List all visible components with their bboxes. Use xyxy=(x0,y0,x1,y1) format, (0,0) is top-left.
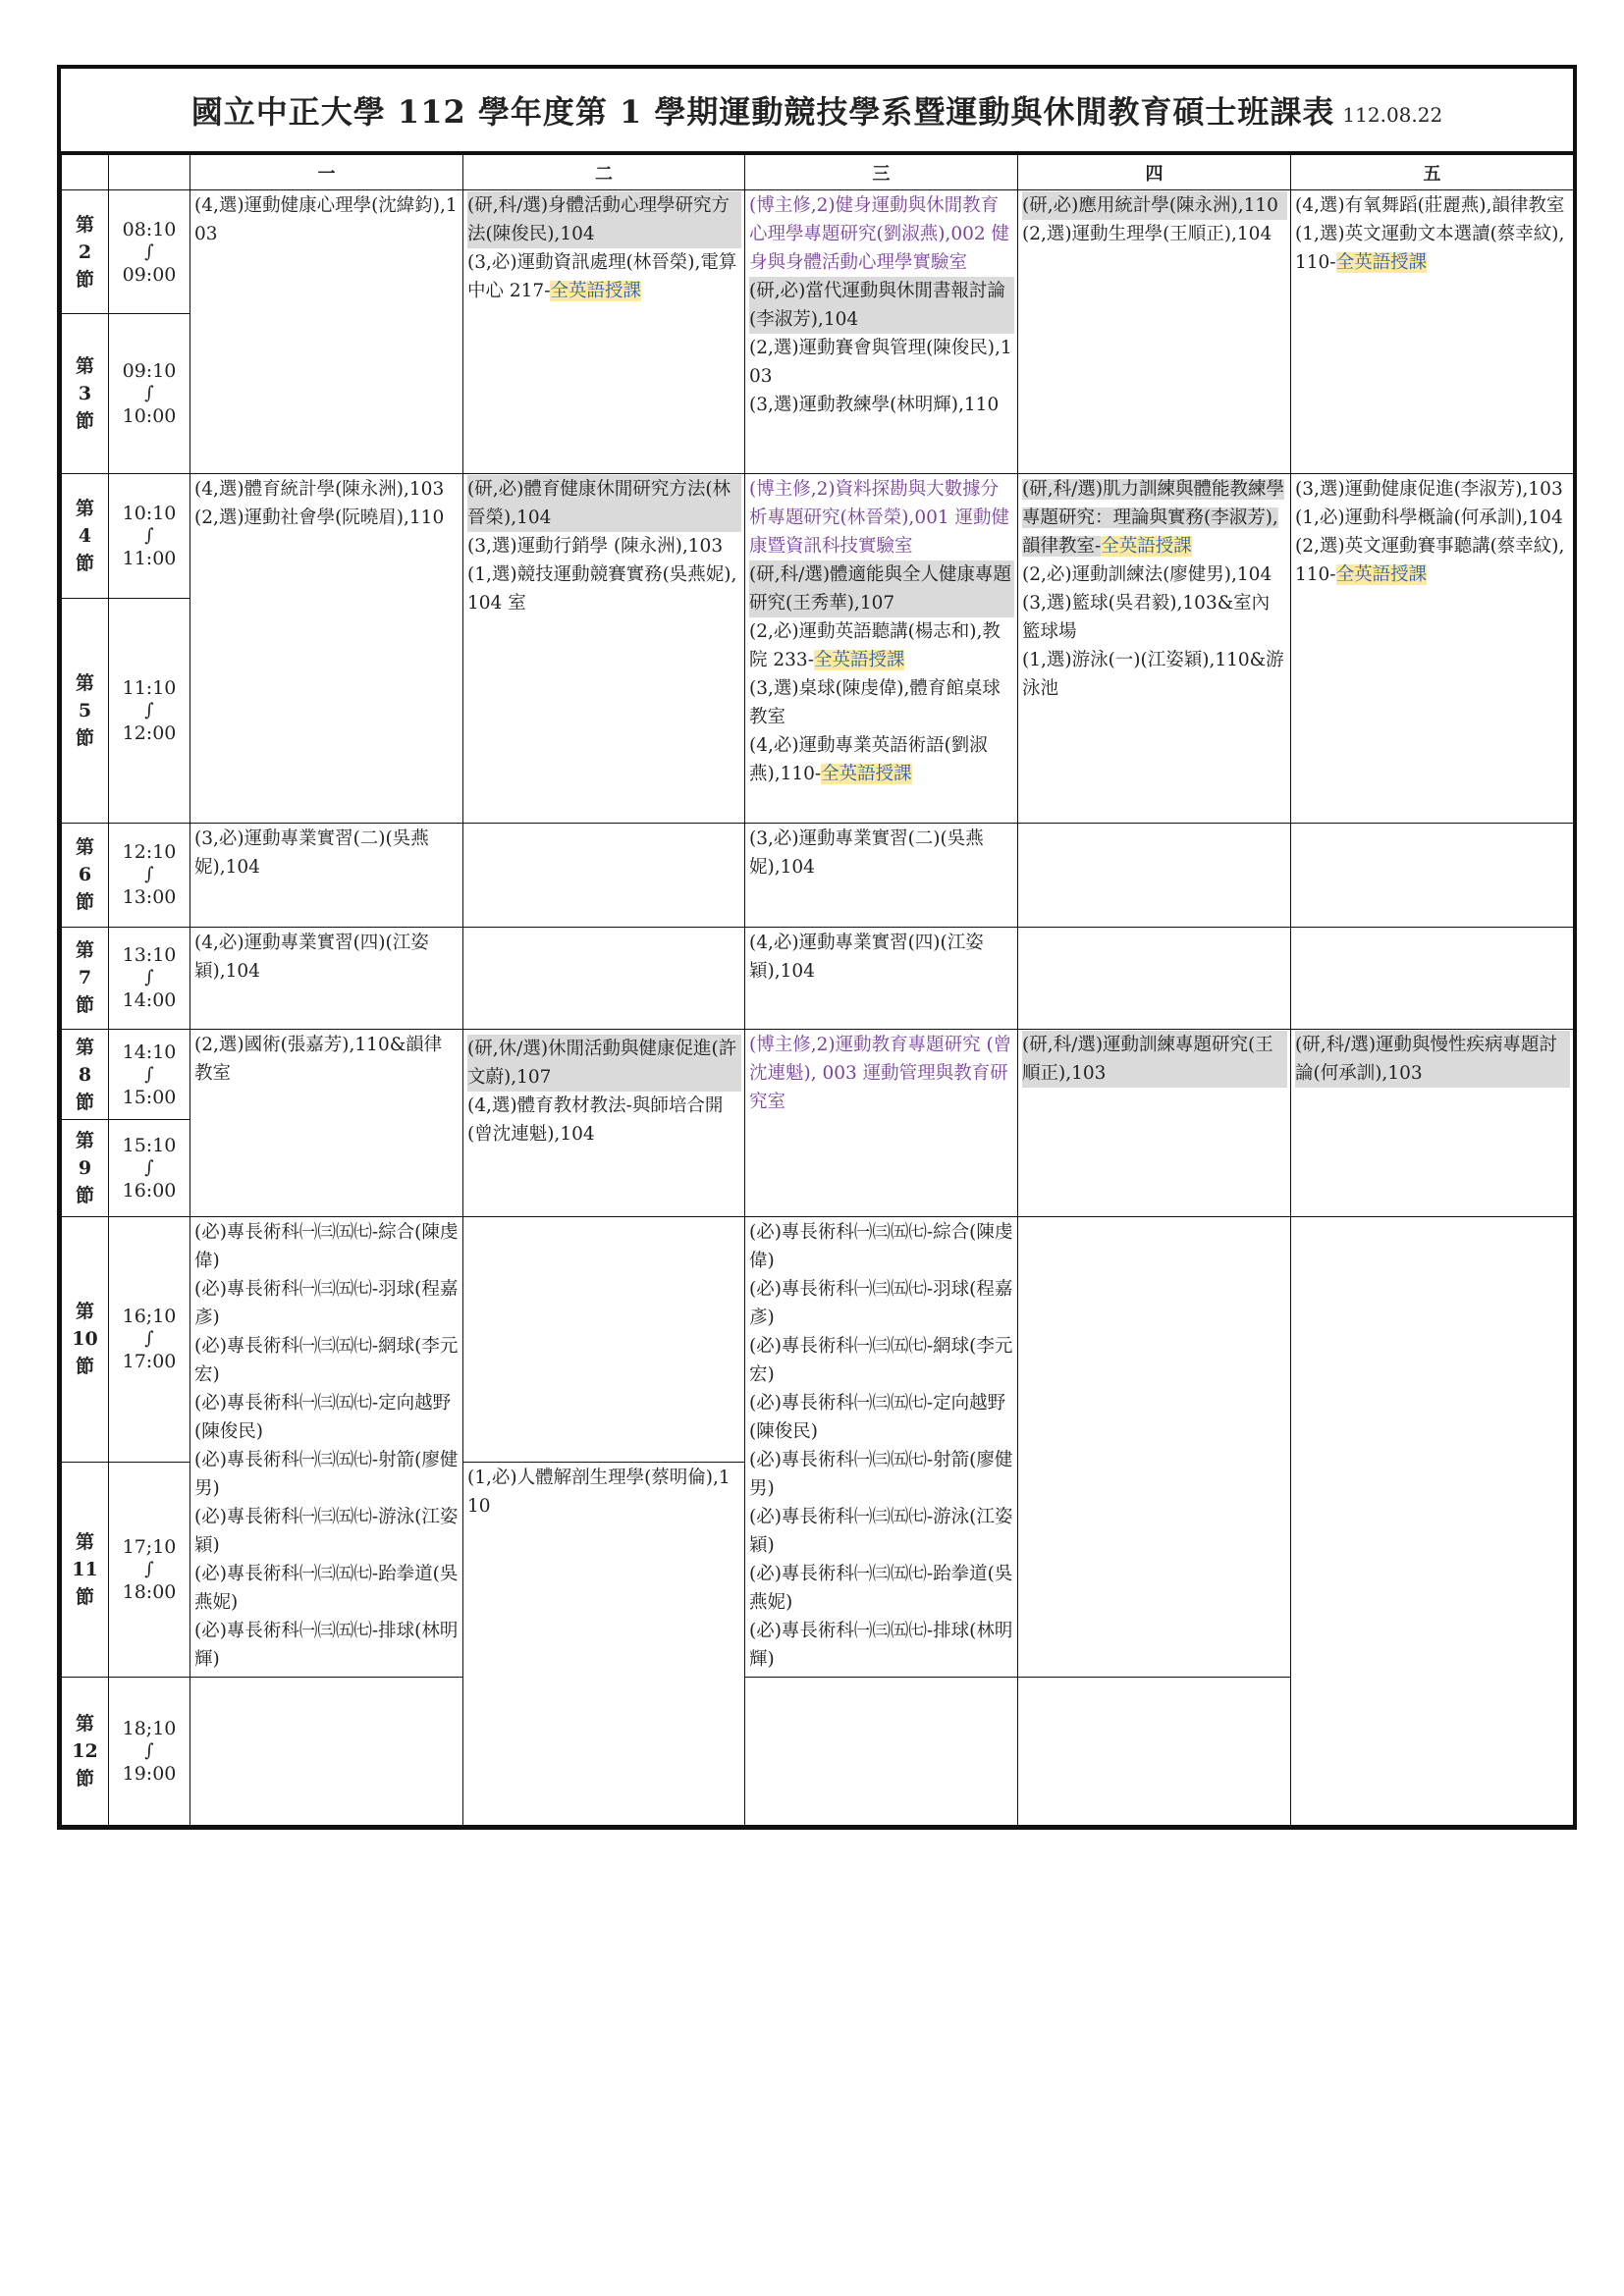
period-label: 第 11 節 xyxy=(62,1463,109,1678)
period-label: 第 2 節 xyxy=(62,190,109,314)
course-cell-thu xyxy=(1018,927,1291,1030)
course-entry: (必)專長術科㈠㈢㈤㈦-射箭(廖健男) xyxy=(194,1449,459,1499)
period-time: 09:10 ∫ 10:00 xyxy=(109,314,190,474)
day-header-fri: 五 xyxy=(1291,155,1574,190)
course-entry: (2,選)運動生理學(王順正),104 xyxy=(1022,224,1272,245)
timetable-sheet xyxy=(57,65,1577,1830)
course-entry: (必)專長術科㈠㈢㈤㈦-綜合(陳虔偉) xyxy=(194,1221,459,1271)
period-row xyxy=(62,190,1574,314)
period-time: 14:10 ∫ 15:00 xyxy=(109,1030,190,1120)
course-entry: (必)專長術科㈠㈢㈤㈦-排球(林明輝) xyxy=(194,1620,459,1670)
period-label: 第 7 節 xyxy=(62,927,109,1030)
course-entry: (必)專長術科㈠㈢㈤㈦-排球(林明輝) xyxy=(749,1620,1013,1670)
course-entry: (4,選)運動健康心理學(沈緯鈞),103 xyxy=(194,195,458,245)
course-entry: (2,選)國術(張嘉芳),110&韻律教室 xyxy=(194,1035,443,1085)
course-cell-mon xyxy=(190,823,463,927)
course-cell-thu xyxy=(1018,190,1291,474)
course-entry: (必)專長術科㈠㈢㈤㈦-網球(李元宏) xyxy=(749,1335,1013,1385)
course-cell-mon xyxy=(190,190,463,474)
course-entry: (必)專長術科㈠㈢㈤㈦-跆拳道(吳燕妮) xyxy=(194,1563,459,1613)
period-row xyxy=(62,1216,1574,1463)
period-label: 第 3 節 xyxy=(62,314,109,474)
course-cell-wed xyxy=(745,190,1018,474)
period-label: 第 10 節 xyxy=(62,1216,109,1463)
course-cell-wed xyxy=(745,1216,1018,1677)
english-tag: 全英語授課 xyxy=(1101,536,1192,558)
course-entry: (3,必)運動專業實習(二)(吳燕妮),104 xyxy=(749,828,984,878)
course-entry: (研,必)當代運動與休閒書報討論(李淑芳),104 xyxy=(749,277,1014,334)
course-cell-fri xyxy=(1291,1030,1574,1216)
course-entry: (3,必)運動專業實習(二)(吳燕妮),104 xyxy=(194,828,429,878)
course-entry: (研,休/選)休閒活動與健康促進(許文蔚),107 xyxy=(467,1035,741,1092)
period-row xyxy=(62,927,1574,1030)
course-entry: (必)專長術科㈠㈢㈤㈦-跆拳道(吳燕妮) xyxy=(749,1563,1013,1613)
course-cell-fri xyxy=(1291,1216,1574,1825)
course-entry: (研,科/選)體適能與全人健康專題研究(王秀華),107 xyxy=(749,561,1014,617)
english-tag: 全英語授課 xyxy=(821,764,912,785)
corner-cell xyxy=(109,155,190,190)
course-cell-mon xyxy=(190,1677,463,1825)
course-cell-tue xyxy=(463,1030,745,1216)
course-cell-fri xyxy=(1291,474,1574,824)
course-entry: (2,必)運動英語聽講(楊志和),教院 233-全英語授課 xyxy=(749,621,1001,671)
course-entry: (博主修,2)資料探勘與大數據分析專題研究(林晉榮),001 運動健康暨資訊科技實驗室 xyxy=(749,479,1010,558)
course-cell-mon xyxy=(190,474,463,824)
course-cell-wed xyxy=(745,474,1018,824)
course-entry: (4,選)體育統計學(陳永洲),103 xyxy=(194,479,445,501)
page-title xyxy=(61,69,1573,154)
course-cell-fri xyxy=(1291,190,1574,474)
period-time: 17;10 ∫ 18:00 xyxy=(109,1463,190,1678)
course-cell-thu xyxy=(1018,1030,1291,1216)
course-entry: (研,科/選)肌力訓練與體能教練學專題研究：理論與實務(李淑芳),韻律教室-全英語授課 xyxy=(1022,479,1285,558)
course-entry: (研,必)體育健康休閒研究方法(林晉榮),104 xyxy=(467,475,741,532)
course-entry: (必)專長術科㈠㈢㈤㈦-綜合(陳虔偉) xyxy=(749,1221,1013,1271)
course-cell-tue xyxy=(463,823,745,927)
period-time: 11:10 ∫ 12:00 xyxy=(109,599,190,824)
course-entry: (4,必)運動專業英語術語(劉淑燕),110-全英語授課 xyxy=(749,735,988,785)
course-entry: (必)專長術科㈠㈢㈤㈦-網球(李元宏) xyxy=(194,1335,459,1385)
day-header-mon: 一 xyxy=(190,155,463,190)
english-tag: 全英語授課 xyxy=(1335,252,1428,274)
course-cell-tue xyxy=(463,1216,745,1463)
course-entry: (3,選)籃球(吳君毅),103&室內籃球場 xyxy=(1022,593,1271,643)
course-entry: (研,科/選)身體活動心理學研究方法(陳俊民),104 xyxy=(467,191,741,248)
day-header-wed: 三 xyxy=(745,155,1018,190)
day-header-tue: 二 xyxy=(463,155,745,190)
course-entry: (研,科/選)運動訓練專題研究(王順正),103 xyxy=(1022,1031,1287,1088)
course-entry: (研,必)應用統計學(陳永洲),110 xyxy=(1022,191,1287,220)
course-cell-wed xyxy=(745,823,1018,927)
course-entry: (4,選)有氧舞蹈(莊麗燕),韻律教室 xyxy=(1295,195,1565,217)
english-tag: 全英語授課 xyxy=(1335,564,1428,586)
schedule-table xyxy=(61,154,1574,1826)
course-cell-wed xyxy=(745,927,1018,1030)
course-cell-mon xyxy=(190,1030,463,1216)
period-row xyxy=(62,1030,1574,1120)
period-label: 第 6 節 xyxy=(62,823,109,927)
course-entry: (2,選)運動賽會與管理(陳俊民),103 xyxy=(749,338,1012,388)
period-label: 第 9 節 xyxy=(62,1119,109,1216)
course-entry: (博主修,2)運動教育專題研究 (曾沈連魁), 003 運動管理與教育研究室 xyxy=(749,1035,1012,1113)
period-time: 13:10 ∫ 14:00 xyxy=(109,927,190,1030)
course-cell-thu xyxy=(1018,474,1291,824)
course-entry: (2,必)運動訓練法(廖健男),104 xyxy=(1022,564,1272,586)
course-entry: (博主修,2)健身運動與休閒教育心理學專題研究(劉淑燕),002 健身與身體活動心理學實驗室 xyxy=(749,195,1010,274)
title-text: 國立中正大學 112 學年度第 1 學期運動競技學系暨運動與休閒教育碩士班課表 xyxy=(190,93,1335,131)
course-entry: (1,必)人體解剖生理學(蔡明倫),110 xyxy=(467,1468,731,1518)
header-row xyxy=(62,155,1574,190)
period-label: 第 8 節 xyxy=(62,1030,109,1120)
course-cell-tue xyxy=(463,1463,745,1826)
course-cell-fri xyxy=(1291,927,1574,1030)
course-entry: (1,選)游泳(一)(江姿穎),110&游泳池 xyxy=(1022,650,1284,700)
course-cell-tue xyxy=(463,927,745,1030)
period-time: 15:10 ∫ 16:00 xyxy=(109,1119,190,1216)
period-row xyxy=(62,823,1574,927)
corner-cell xyxy=(62,155,109,190)
course-entry: (2,選)英文運動賽事聽講(蔡幸紋),110-全英語授課 xyxy=(1295,536,1565,586)
course-cell-mon xyxy=(190,927,463,1030)
course-cell-tue xyxy=(463,474,745,824)
period-row xyxy=(62,474,1574,599)
course-cell-thu xyxy=(1018,1677,1291,1825)
english-tag: 全英語授課 xyxy=(550,281,641,302)
period-label: 第 12 節 xyxy=(62,1677,109,1825)
course-entry: (必)專長術科㈠㈢㈤㈦-羽球(程嘉彥) xyxy=(194,1278,459,1328)
course-entry: (4,選)體育教材教法-與師培合開(曾沈連魁),104 xyxy=(467,1095,724,1146)
course-entry: (必)專長術科㈠㈢㈤㈦-游泳(江姿穎) xyxy=(194,1506,459,1556)
day-header-thu: 四 xyxy=(1018,155,1291,190)
period-label: 第 5 節 xyxy=(62,599,109,824)
period-time: 18;10 ∫ 19:00 xyxy=(109,1677,190,1825)
course-cell-thu xyxy=(1018,823,1291,927)
period-time: 16;10 ∫ 17:00 xyxy=(109,1216,190,1463)
course-entry: (必)專長術科㈠㈢㈤㈦-定向越野(陳俊民) xyxy=(749,1392,1006,1442)
course-entry: (4,必)運動專業實習(四)(江姿穎),104 xyxy=(749,932,984,982)
english-tag: 全英語授課 xyxy=(813,650,905,671)
course-cell-fri xyxy=(1291,823,1574,927)
course-entry: (3,選)運動健康促進(李淑芳),103 xyxy=(1295,479,1563,501)
course-entry: (1,必)運動科學概論(何承訓),104 xyxy=(1295,507,1563,529)
course-cell-thu xyxy=(1018,1216,1291,1677)
course-entry: (2,選)運動社會學(阮曉眉),110 xyxy=(194,507,445,529)
course-entry: (3,選)運動教練學(林明輝),110 xyxy=(749,395,1000,416)
course-entry: (3,選)運動行銷學 (陳永洲),103 xyxy=(467,536,724,558)
period-time: 08:10 ∫ 09:00 xyxy=(109,190,190,314)
course-entry: (1,選)競技運動競賽實務(吳燕妮),104 室 xyxy=(467,564,737,614)
period-label: 第 4 節 xyxy=(62,474,109,599)
course-entry: (研,科/選)運動與慢性疾病專題討論(何承訓),103 xyxy=(1295,1031,1570,1088)
course-entry: (必)專長術科㈠㈢㈤㈦-游泳(江姿穎) xyxy=(749,1506,1013,1556)
course-entry: (4,必)運動專業實習(四)(江姿穎),104 xyxy=(194,932,429,982)
course-cell-tue xyxy=(463,190,745,474)
course-entry: (必)專長術科㈠㈢㈤㈦-射箭(廖健男) xyxy=(749,1449,1013,1499)
course-cell-wed xyxy=(745,1030,1018,1216)
course-entry: (1,選)英文運動文本選讀(蔡幸紋),110-全英語授課 xyxy=(1295,224,1565,274)
course-cell-mon xyxy=(190,1216,463,1677)
course-entry: (必)專長術科㈠㈢㈤㈦-定向越野(陳俊民) xyxy=(194,1392,452,1442)
course-cell-wed xyxy=(745,1677,1018,1825)
course-entry: (必)專長術科㈠㈢㈤㈦-羽球(程嘉彥) xyxy=(749,1278,1013,1328)
title-date: 112.08.22 xyxy=(1342,103,1443,127)
period-time: 10:10 ∫ 11:00 xyxy=(109,474,190,599)
period-time: 12:10 ∫ 13:00 xyxy=(109,823,190,927)
course-entry: (3,必)運動資訊處理(林晉榮),電算中心 217-全英語授課 xyxy=(467,252,737,302)
course-entry: (3,選)桌球(陳虔偉),體育館桌球教室 xyxy=(749,678,1001,728)
